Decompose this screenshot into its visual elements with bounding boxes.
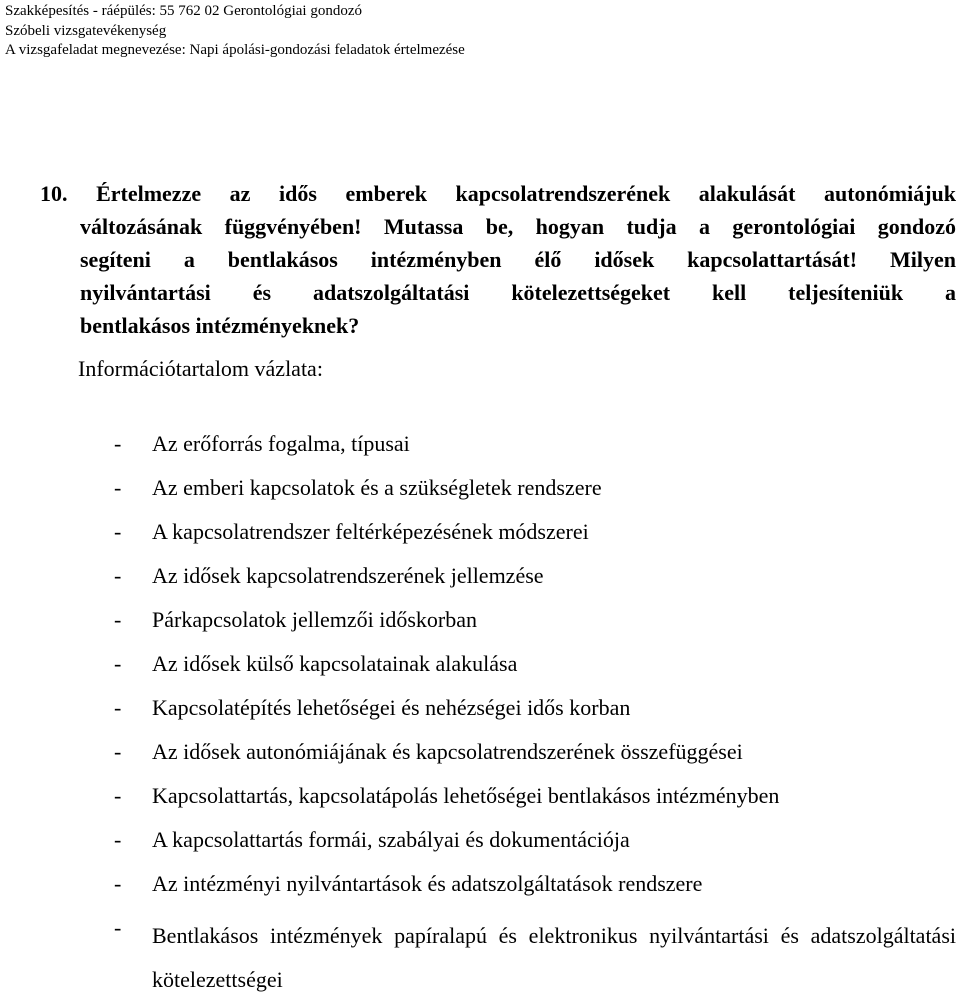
list-dash: - [114, 695, 122, 720]
list-item: - Az emberi kapcsolatok és a szükségletek rendszere [114, 475, 602, 500]
info-outline-list [114, 430, 956, 1002]
question-line-3: segíteni a bentlakásos intézményben élő idősek kapcsolattartását! Milyen [80, 247, 956, 272]
exam-question [40, 177, 956, 342]
header-task-name: A vizsgafeladat megnevezése: Napi ápolási-gondozási feladatok értelmezése [5, 42, 465, 58]
list-dash: - [114, 475, 122, 500]
list-dash: - [114, 827, 122, 852]
list-dash: - [114, 607, 122, 632]
list-item: - A kapcsolattartás formái, szabályai és dokumentációja [114, 827, 630, 852]
list-item: - Kapcsolatépítés lehetőségei és nehézségei idős korban [114, 695, 631, 720]
list-dash: - [114, 871, 122, 896]
list-dash: - [114, 739, 122, 764]
document-header [5, 2, 465, 61]
list-item: - Az idősek autonómiájának és kapcsolatrendszerének összefüggései [114, 739, 743, 764]
list-item: - Az intézményi nyilvántartások és adatszolgáltatások rendszere [114, 871, 703, 896]
list-dash: - [114, 915, 122, 940]
question-line-1: 10. Értelmezze az idős emberek kapcsolatrendszerének alakulását autonómiájuk [40, 181, 956, 206]
header-exam-activity: Szóbeli vizsgatevékenység [5, 22, 167, 39]
list-dash: - [114, 519, 122, 544]
question-line-2: változásának függvényében! Mutassa be, hogyan tudja a gerontológiai gondozó [80, 214, 956, 239]
question-line-4: nyilvántartási és adatszolgáltatási kötelezettségeket kell teljesíteniük a [80, 280, 956, 305]
list-item: - Az idősek külső kapcsolatainak alakulása [114, 651, 518, 676]
list-item: - A kapcsolatrendszer feltérképezésének módszerei [114, 519, 589, 544]
list-item: - Kapcsolattartás, kapcsolatápolás lehetőségei bentlakásos intézményben [114, 783, 780, 808]
info-outline-title: Információtartalom vázlata: [78, 356, 323, 381]
list-item: - Az idősek kapcsolatrendszerének jellemzése [114, 563, 544, 588]
header-qualification: Szakképesítés - ráépülés: 55 762 02 Gerontológiai gondozó [5, 3, 362, 19]
question-line-5: bentlakásos intézményeknek? [80, 313, 360, 338]
list-dash: - [114, 651, 122, 676]
list-dash: - [114, 563, 122, 588]
list-item: - Bentlakásos intézmények papíralapú és elektronikus nyilvántartási és adatszolgáltatási kötelezettségei [114, 914, 956, 1002]
list-item: - Az erőforrás fogalma, típusai [114, 431, 410, 456]
list-item: - Párkapcsolatok jellemzői időskorban [114, 607, 478, 632]
list-dash: - [114, 431, 122, 456]
list-dash: - [114, 783, 122, 808]
